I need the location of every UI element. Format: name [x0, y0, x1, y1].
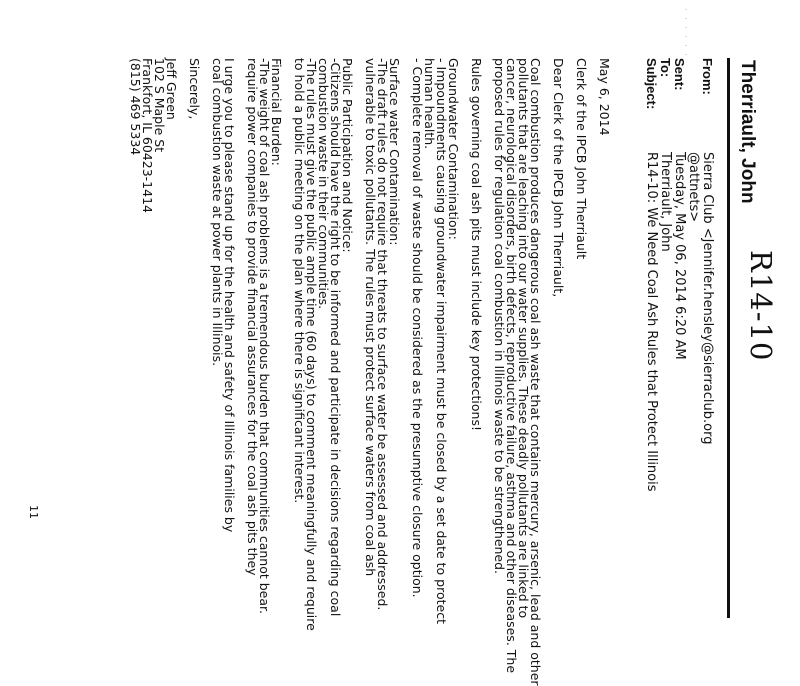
header-value: Sierra Club <Jennifer.hensley@sierraclub.org: [700, 152, 715, 445]
body-line: Jeff Green: [164, 58, 179, 120]
docket-number: R14-10: [744, 250, 778, 362]
body-line: - Impoundments causing groundwater impairment must be closed by a set date to protect: [434, 58, 449, 624]
body-line: -The rules must give the public ample time (60 days) to comment meaningfully and require: [304, 58, 319, 631]
body-line: Financial Burden:: [269, 58, 284, 166]
body-line: -The weight of coal ash problems is a tremendous burden that communities cannot bear.: [257, 58, 272, 614]
body-line: Sincerely,: [187, 58, 202, 120]
header-label: Subject:: [644, 58, 659, 110]
body-line: cancer, neurological disorders, birth defects, reproductive failure, asthma and other diseases. The: [504, 58, 519, 674]
body-line: Groundwater Contamination:: [446, 58, 461, 240]
body-line: human health.: [422, 58, 437, 150]
body-line: Public Participation and Notice:: [340, 58, 355, 253]
body-line: pollutants that are leaching into our water supplies. These deadly pollutants are linked to: [516, 58, 531, 619]
header-label: From:: [700, 58, 715, 95]
header-value: Tuesday, May 06, 2014 6:20 AM: [672, 152, 687, 360]
body-line: combustion waste in their communities.: [316, 58, 331, 310]
body-line: Frankfort, IL 60423-1414: [140, 58, 155, 213]
header-rule: [727, 58, 730, 618]
body-line: May 6, 2014: [597, 58, 612, 136]
body-line: I urge you to please stand up for the health and safety of Illinois families by: [222, 58, 237, 533]
header-label: To:: [658, 58, 673, 78]
body-line: coal combustion waste at power plants in Illinois.: [210, 58, 225, 367]
body-line: -Citizens should have the right to be informed and participate in decisions regarding coal: [328, 58, 343, 617]
letter-body: [129, 58, 610, 686]
body-line: require power companies to provide financial assurances for the coal ash pits they: [245, 58, 260, 576]
sender-name: Therriault, John: [737, 60, 758, 204]
header-value: Therriault, John: [658, 152, 673, 252]
body-line: Clerk of the IPCB John Therriault: [574, 58, 589, 260]
body-line: Rules governing coal ash pits must include key protections!: [469, 58, 484, 431]
header-value: @attnets>: [686, 152, 701, 223]
body-line: 102 S Maple St: [152, 58, 167, 153]
scan-specks: · · · · · ·: [681, 8, 690, 58]
body-line: -The draft rules do not require that threats to surface water be assessed and addressed.: [375, 58, 390, 611]
body-line: Surface water Contamination:: [387, 58, 402, 246]
body-line: Dear Clerk of the IPCB John Therriault,: [551, 58, 566, 298]
blank-line: [177, 58, 188, 686]
body-line: vulnerable to toxic pollutants. The rules must protect surface waters from coal ash: [363, 58, 378, 577]
body-line: proposed rules for regulation coal combustion in Illinois waste to be strengthened.: [492, 58, 507, 575]
body-line: - Complete removal of waste should be considered as the presumptive closure option.: [410, 58, 425, 598]
body-line: to hold a public meeting on the plan where there is significant interest.: [292, 58, 307, 504]
header-label: Sent:: [672, 58, 687, 91]
body-line: Coal combustion produces dangerous coal ash waste that contains mercury, arsenic, lead and other: [528, 58, 543, 686]
page-number: 11: [27, 505, 40, 519]
body-line: (815) 469 5334: [128, 58, 143, 156]
header-value: R14-10: We Need Coal Ash Rules that Protect Illinois: [644, 152, 659, 492]
